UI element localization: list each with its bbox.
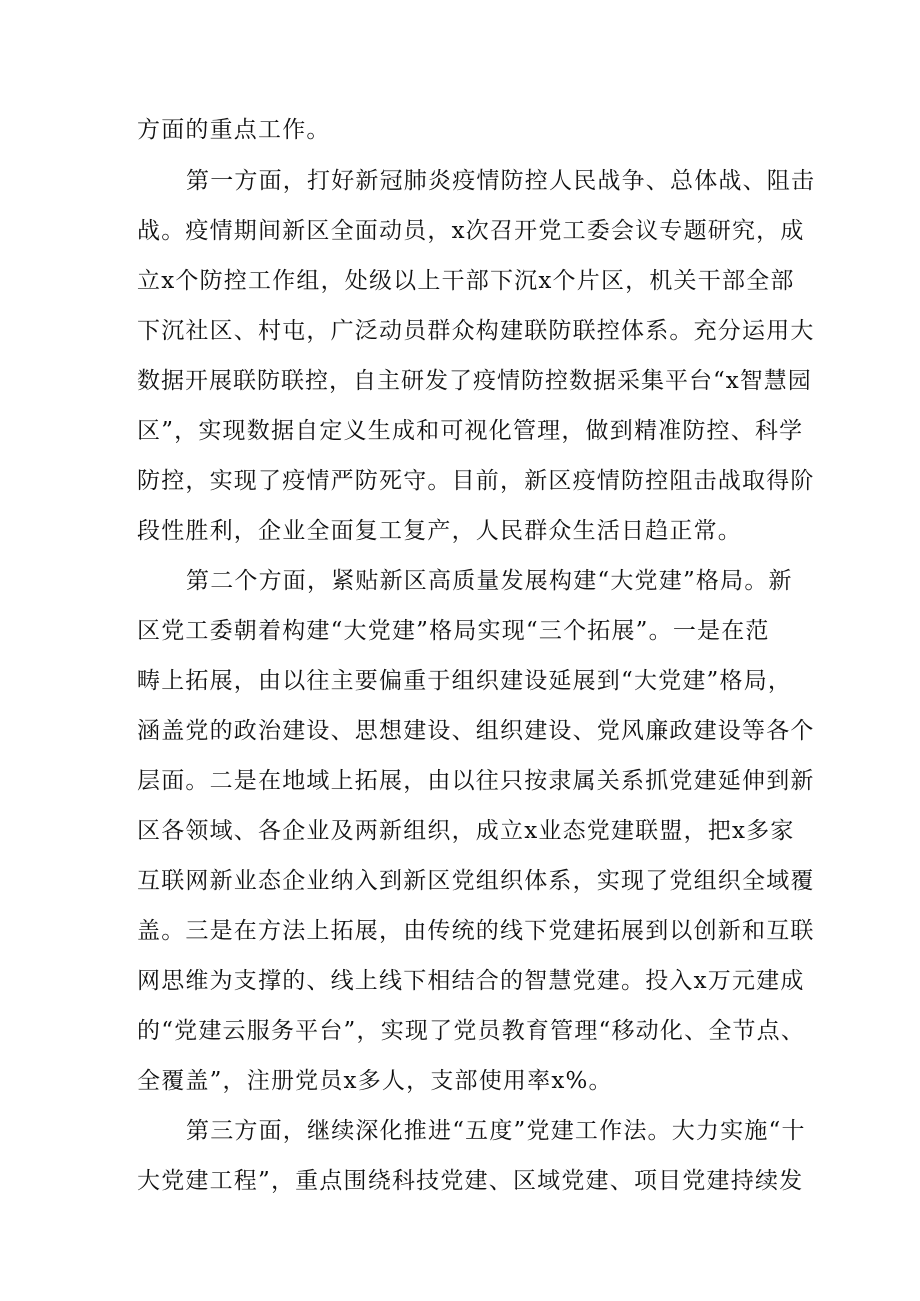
text-line: 区党工委朝着构建“大党建”格局实现“三个拓展”。一是在范 xyxy=(137,618,770,644)
paragraph-1-start: 第一方面，打好新冠肺炎疫情防控人民战争、总体战、阻击 xyxy=(186,168,816,194)
paragraph-2-start: 第二个方面，紧贴新区高质量发展构建“大党建”格局。新 xyxy=(186,568,793,594)
text-line: 全覆盖”，注册党员x多人，支部使用率x%。 xyxy=(137,1068,613,1094)
paragraph-3-start: 第三方面，继续深化推进“五度”党建工作法。大力实施“十 xyxy=(186,1118,806,1144)
text-line: 区”，实现数据自定义生成和可视化管理，做到精准防控、科学 xyxy=(137,418,804,444)
text-line: 区各领域、各企业及两新组织，成立x业态党建联盟，把x多家 xyxy=(137,818,795,844)
text-line: 网思维为支撑的、线上线下相结合的智慧党建。投入x万元建成 xyxy=(137,968,805,994)
text-line: 大党建工程”，重点围绕科技党建、区域党建、项目党建持续发 xyxy=(137,1168,804,1194)
text-line: 盖。三是在方法上拓展，由传统的线下党建拓展到以创新和互联 xyxy=(137,918,815,944)
text-line: 战。疫情期间新区全面动员，x次召开党工委会议专题研究，成 xyxy=(137,218,805,244)
text-line: 下沉社区、村屯，广泛动员群众构建联防联控体系。充分运用大 xyxy=(137,318,815,344)
text-line: 层面。二是在地域上拓展，由以往只按隶属关系抓党建延伸到新 xyxy=(137,768,815,794)
text-line: 立x个防控工作组，处级以上干部下沉x个片区，机关干部全部 xyxy=(137,268,795,294)
text-line: 涵盖党的政治建设、思想建设、组织建设、党风廉政建设等各个 xyxy=(137,718,815,744)
text-line: 防控，实现了疫情严防死守。目前，新区疫情防控阻击战取得阶 xyxy=(137,468,815,494)
text-line: 段性胜利，企业全面复工复产，人民群众生活日趋正常。 xyxy=(137,518,742,544)
text-line: 方面的重点工作。 xyxy=(137,117,331,143)
text-line: 畴上拓展，由以往主要偏重于组织建设延展到“大党建”格局， xyxy=(137,668,793,694)
text-line: 数据开展联防联控，自主研发了疫情防控数据采集平台“x智慧园 xyxy=(137,368,812,394)
text-line: 的“党建云服务平台”，实现了党员教育管理“移动化、全节点、 xyxy=(137,1018,806,1044)
text-line: 互联网新业态企业纳入到新区党组织体系，实现了党组织全域覆 xyxy=(137,868,815,894)
